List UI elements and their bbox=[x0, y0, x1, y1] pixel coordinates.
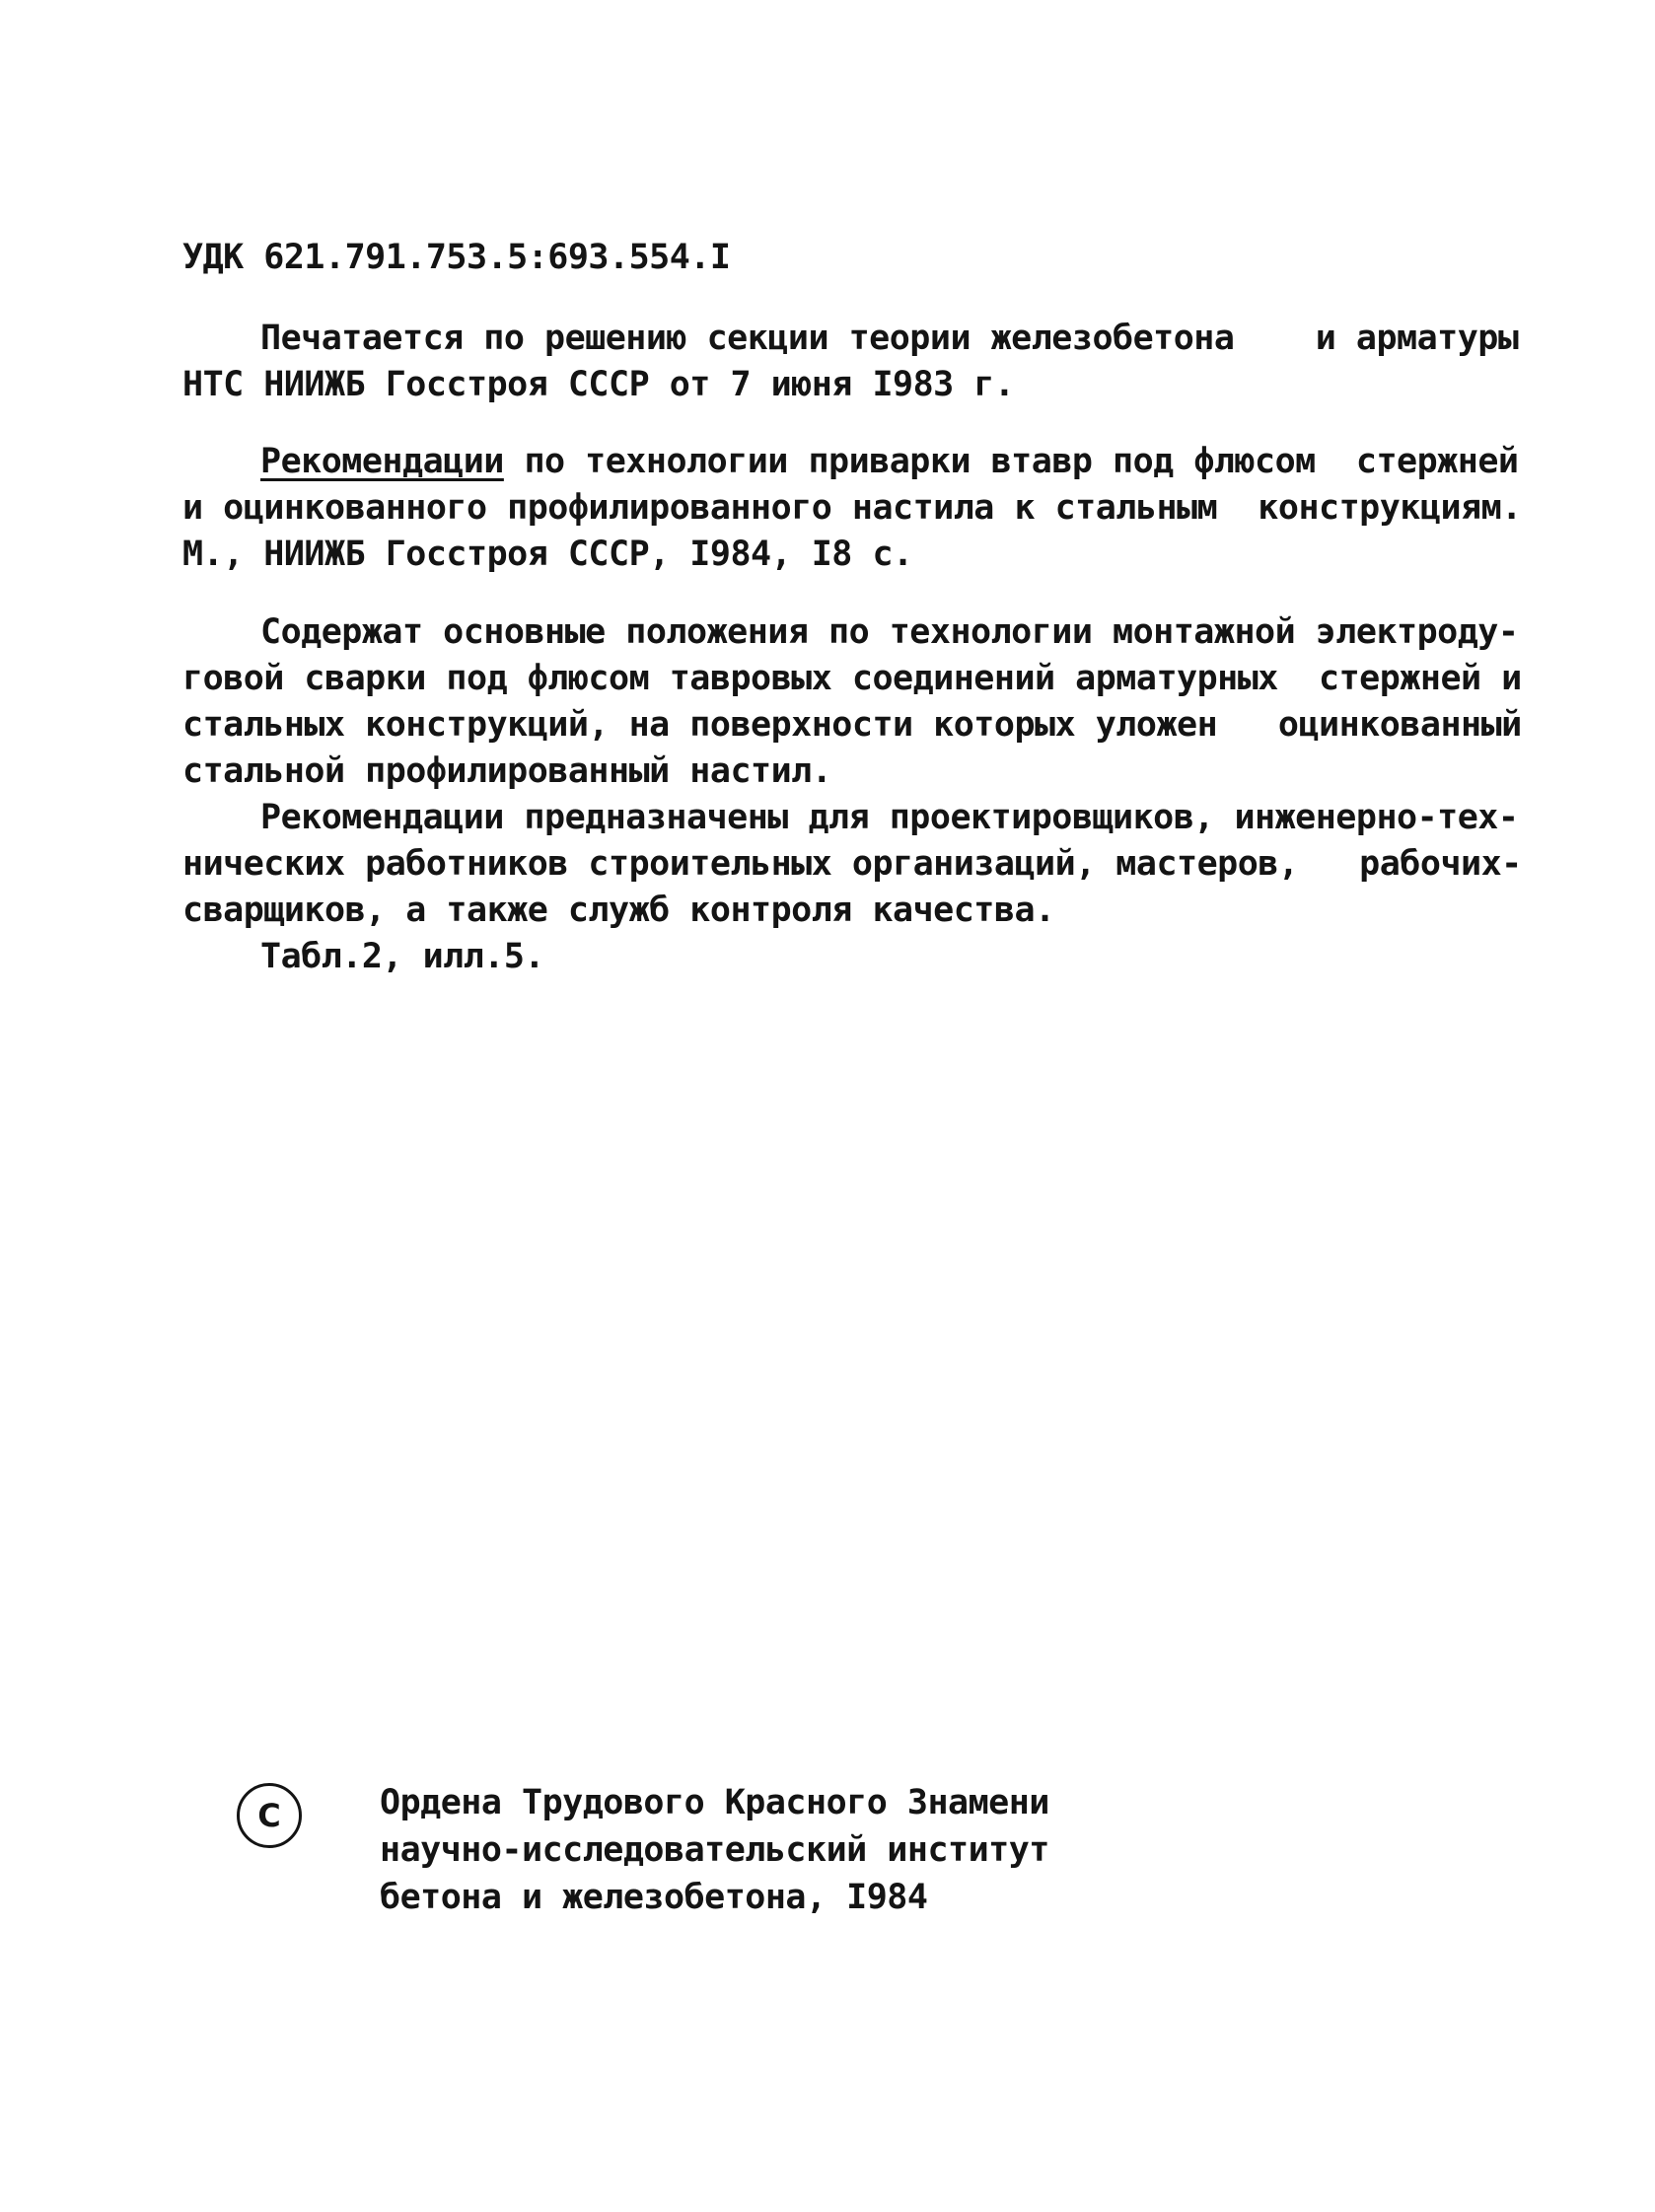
abstract-line: говой сварки под флюсом тавровых соединений арматурных стержней и bbox=[182, 659, 1522, 698]
copyright-holder bbox=[380, 1779, 1169, 1921]
copyright-line: Ордена Трудового Красного Знамени bbox=[380, 1783, 1049, 1822]
citation-line-2: и оцинкованного профилированного настила к стальным конструкциям. bbox=[182, 488, 1522, 528]
abstract-line: Табл.2, илл.5. bbox=[260, 937, 545, 976]
citation-line-1 bbox=[182, 439, 1519, 485]
copyright-line: научно-исследовательский институт bbox=[380, 1830, 1049, 1870]
printing-decision-line-2: НТС НИИЖБ Госстроя СССР от 7 июня I983 г. bbox=[182, 365, 1015, 404]
abstract-line: стальной профилированный настил. bbox=[182, 751, 832, 791]
citation-line-3: М., НИИЖБ Госстроя СССР, I984, I8 с. bbox=[182, 535, 913, 574]
copyright-block bbox=[237, 1779, 1223, 1976]
bibliographic-citation bbox=[182, 439, 1522, 578]
udk-line: УДК 621.791.753.5:693.554.I bbox=[182, 238, 731, 277]
printing-decision bbox=[182, 316, 1519, 408]
abstract bbox=[182, 609, 1522, 980]
copyright-line: бетона и железобетона, I984 bbox=[380, 1878, 928, 1917]
abstract-line: сварщиков, а также служб контроля качества. bbox=[182, 891, 1055, 930]
citation-line-1-rest: по технологии приварки втавр под флюсом стержней bbox=[503, 442, 1519, 481]
abstract-line: Рекомендации предназначены для проектировщиков, инженерно-тех- bbox=[260, 798, 1519, 837]
abstract-line: Содержат основные положения по технологии монтажной электроду- bbox=[260, 612, 1519, 652]
udk-code bbox=[182, 235, 1465, 281]
abstract-line: нических работников строительных организаций, мастеров, рабочих- bbox=[182, 844, 1522, 884]
printing-decision-line-1: Печатается по решению секции теории железобетона и арматуры bbox=[260, 319, 1519, 358]
citation-title-word: Рекомендации bbox=[260, 442, 504, 481]
abstract-line: стальных конструкций, на поверхности которых уложен оцинкованный bbox=[182, 705, 1522, 745]
copyright-icon: С bbox=[237, 1783, 302, 1848]
